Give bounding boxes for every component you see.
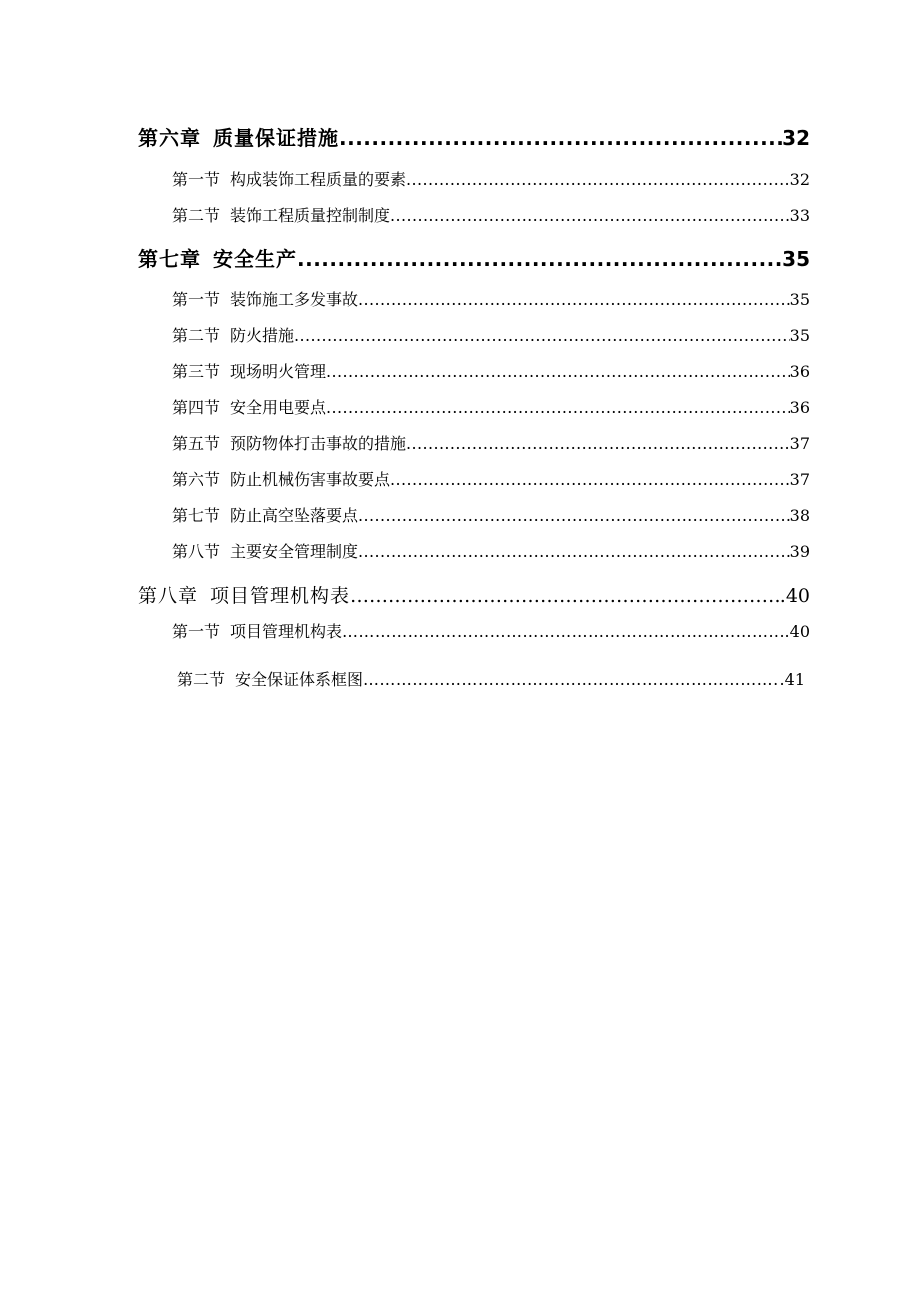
page-number: 32: [789, 170, 810, 189]
page-number: 37: [789, 470, 810, 489]
leader-dots: [390, 206, 790, 225]
toc-section-7-2[interactable]: [172, 323, 810, 346]
toc-chapter-6[interactable]: [138, 122, 810, 151]
section-label: 第二节 装饰工程质量控制制度: [172, 206, 391, 225]
chapter-label: 第六章 质量保证措施: [138, 126, 339, 150]
chapter-label: 第八章 项目管理机构表: [138, 585, 351, 607]
page-number: 32: [782, 126, 810, 150]
toc-chapter-8[interactable]: [138, 581, 810, 608]
leader-dots: [406, 170, 790, 189]
page-number: 38: [789, 506, 810, 525]
page-number: .40: [779, 585, 810, 607]
leader-dots: [390, 470, 790, 489]
section-label: 第二节 防火措施: [172, 326, 295, 345]
page-number: 35: [789, 326, 810, 345]
toc-section-7-3[interactable]: [172, 359, 810, 382]
toc-section-7-4[interactable]: [172, 395, 810, 418]
leader-dots: [342, 622, 779, 641]
section-label: 第一节 装饰施工多发事故: [172, 290, 359, 309]
leader-dots: [358, 506, 790, 525]
section-label: 第五节 预防物体打击事故的措施: [172, 434, 407, 453]
toc-section-6-2[interactable]: [172, 203, 810, 226]
page-number: 39: [789, 542, 810, 561]
section-label: 第七节 防止高空坠落要点: [172, 506, 359, 525]
page-number: ..40: [779, 622, 810, 641]
leader-dots: [326, 362, 790, 381]
toc-section-8-2[interactable]: [177, 667, 805, 690]
toc-section-8-1[interactable]: [172, 619, 810, 642]
toc-chapter-7[interactable]: [138, 243, 810, 272]
toc-section-7-7[interactable]: [172, 503, 810, 526]
leader-dots: [297, 247, 782, 271]
toc-section-7-5[interactable]: [172, 431, 810, 454]
chapter-label: 第七章 安全生产: [138, 247, 297, 271]
page-number: 37: [789, 434, 810, 453]
leader-dots: [358, 290, 790, 309]
section-label: 第八节 主要安全管理制度: [172, 542, 359, 561]
page-number: 36: [789, 362, 810, 381]
leader-dots: [350, 585, 780, 607]
page-number: 35: [789, 290, 810, 309]
leader-dots: [363, 670, 780, 689]
page-number: 36: [789, 398, 810, 417]
leader-dots: [358, 542, 790, 561]
toc-section-7-1[interactable]: [172, 287, 810, 310]
section-label: 第四节 安全用电要点: [172, 398, 327, 417]
section-label: 第六节 防止机械伤害事故要点: [172, 470, 391, 489]
toc-section-7-6[interactable]: [172, 467, 810, 490]
toc-section-7-8[interactable]: [172, 539, 810, 562]
section-label: 第三节 现场明火管理: [172, 362, 327, 381]
leader-dots: [406, 434, 790, 453]
section-label: 第一节 项目管理机构表: [172, 622, 343, 641]
page-number: 35: [782, 247, 810, 271]
toc-section-6-1[interactable]: [172, 167, 810, 190]
leader-dots: [339, 126, 782, 150]
page-number: .41: [779, 670, 805, 689]
leader-dots: [326, 398, 790, 417]
section-label: 第一节 构成装饰工程质量的要素: [172, 170, 407, 189]
section-label: 第二节 安全保证体系框图: [177, 670, 364, 689]
page-number: 33: [789, 206, 810, 225]
leader-dots: [294, 326, 790, 345]
